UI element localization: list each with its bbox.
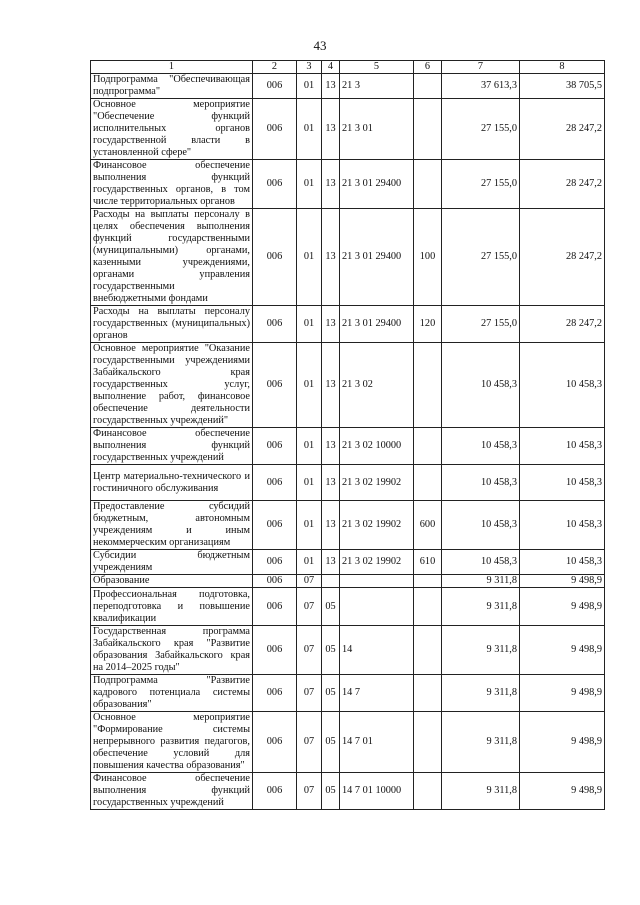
row-section: 01 [297,428,322,465]
row-section: 01 [297,343,322,428]
row-subsection: 13 [322,501,340,550]
row-name: Финансовое обеспечение выполнения функций государственных учреждений [91,773,253,810]
row-target-article: 14 7 [340,675,414,712]
row-amount-7: 10 458,3 [442,501,520,550]
row-name: Основное мероприятие "Обеспечение функций исполнительных органов государственной власти в установленной сфере" [91,99,253,160]
row-section: 01 [297,501,322,550]
row-name: Финансовое обеспечение выполнения функций государственных учреждений [91,428,253,465]
row-expense-type: 600 [414,501,442,550]
header-row [91,61,605,74]
row-target-article: 21 3 01 29400 [340,306,414,343]
row-target-article: 21 3 02 19902 [340,550,414,575]
row-amount-8: 9 498,9 [520,575,605,588]
row-name: Образование [91,575,253,588]
row-target-article: 14 7 01 10000 [340,773,414,810]
row-subsection: 13 [322,465,340,501]
row-target-article: 14 [340,626,414,675]
row-subsection: 13 [322,99,340,160]
row-admin-code: 006 [253,773,297,810]
row-amount-7: 9 311,8 [442,588,520,626]
row-section: 01 [297,550,322,575]
row-section: 07 [297,675,322,712]
header-cell-8: 8 [520,61,605,74]
row-expense-type [414,74,442,99]
header-cell-7: 7 [442,61,520,74]
row-admin-code: 006 [253,588,297,626]
row-name: Расходы на выплаты персоналу в целях обеспечения выполнения функций государственными (муниципальными) органами, казенными учреждениями, органами управления государственными внебюджетными фондами [91,209,253,306]
row-target-article: 21 3 02 10000 [340,428,414,465]
row-amount-8: 28 247,2 [520,160,605,209]
row-subsection: 13 [322,160,340,209]
table-row [91,209,605,306]
row-name: Финансовое обеспечение выполнения функций государственных органов, в том числе территориальных органов [91,160,253,209]
row-subsection: 13 [322,343,340,428]
row-subsection: 05 [322,626,340,675]
table-row [91,626,605,675]
row-subsection: 13 [322,428,340,465]
row-target-article: 21 3 02 [340,343,414,428]
row-amount-7: 9 311,8 [442,575,520,588]
row-expense-type [414,588,442,626]
row-subsection: 13 [322,74,340,99]
row-expense-type: 610 [414,550,442,575]
table-body [91,74,605,810]
row-amount-8: 9 498,9 [520,675,605,712]
row-section: 07 [297,575,322,588]
row-subsection: 05 [322,712,340,773]
row-section: 01 [297,74,322,99]
row-section: 07 [297,773,322,810]
table-row [91,712,605,773]
row-admin-code: 006 [253,428,297,465]
row-expense-type [414,675,442,712]
row-expense-type [414,428,442,465]
row-subsection: 13 [322,209,340,306]
row-admin-code: 006 [253,675,297,712]
row-amount-7: 27 155,0 [442,160,520,209]
row-admin-code: 006 [253,626,297,675]
table-header [91,61,605,74]
row-expense-type [414,160,442,209]
header-cell-1: 1 [91,61,253,74]
table-row [91,74,605,99]
table-row [91,575,605,588]
row-target-article: 21 3 02 19902 [340,465,414,501]
row-expense-type: 100 [414,209,442,306]
row-section: 07 [297,626,322,675]
row-amount-8: 28 247,2 [520,99,605,160]
row-subsection: 05 [322,675,340,712]
row-name: Центр материально-технического и гостиничного обслуживания [91,465,253,501]
row-admin-code: 006 [253,550,297,575]
row-target-article: 21 3 01 [340,99,414,160]
row-amount-8: 9 498,9 [520,588,605,626]
row-amount-7: 37 613,3 [442,74,520,99]
row-admin-code: 006 [253,575,297,588]
row-target-article: 21 3 01 29400 [340,209,414,306]
table-row [91,588,605,626]
row-name: Основное мероприятие "Оказание государственными учреждениями Забайкальского края государственных услуг, выполнение работ, финансовое обеспечение деятельности государственных учреждений" [91,343,253,428]
row-name: Профессиональная подготовка, переподготовка и повышение квалификации [91,588,253,626]
header-cell-3: 3 [297,61,322,74]
row-admin-code: 006 [253,209,297,306]
row-amount-8: 28 247,2 [520,209,605,306]
row-amount-8: 28 247,2 [520,306,605,343]
row-subsection: 13 [322,550,340,575]
row-subsection [322,575,340,588]
row-name: Расходы на выплаты персоналу государственных (муниципальных) органов [91,306,253,343]
row-amount-8: 38 705,5 [520,74,605,99]
row-section: 01 [297,306,322,343]
row-expense-type [414,575,442,588]
row-expense-type [414,712,442,773]
table-row [91,306,605,343]
row-expense-type: 120 [414,306,442,343]
row-name: Основное мероприятие "Формирование системы непрерывного развития педагогов, обеспечение условий для повышения качества образования" [91,712,253,773]
row-target-article [340,588,414,626]
row-admin-code: 006 [253,465,297,501]
row-target-article: 21 3 [340,74,414,99]
table-row [91,465,605,501]
row-name: Государственная программа Забайкальского края "Развитие образования Забайкальского края на 2014–2025 годы" [91,626,253,675]
table-row [91,675,605,712]
row-amount-8: 9 498,9 [520,773,605,810]
row-amount-8: 10 458,3 [520,428,605,465]
row-expense-type [414,465,442,501]
row-target-article: 21 3 01 29400 [340,160,414,209]
row-amount-8: 10 458,3 [520,550,605,575]
budget-table [90,60,605,810]
row-section: 07 [297,712,322,773]
row-admin-code: 006 [253,712,297,773]
table-row [91,160,605,209]
row-name: Субсидии бюджетным учреждениям [91,550,253,575]
row-amount-7: 10 458,3 [442,428,520,465]
row-target-article: 14 7 01 [340,712,414,773]
row-name: Подпрограмма "Развитие кадрового потенциала системы образования" [91,675,253,712]
table-row [91,501,605,550]
header-cell-4: 4 [322,61,340,74]
row-section: 01 [297,465,322,501]
page-number: 43 [313,38,327,53]
row-expense-type [414,626,442,675]
row-amount-7: 9 311,8 [442,675,520,712]
row-expense-type [414,343,442,428]
row-admin-code: 006 [253,99,297,160]
row-section: 01 [297,99,322,160]
row-section: 01 [297,209,322,306]
row-amount-8: 10 458,3 [520,501,605,550]
row-expense-type [414,773,442,810]
row-amount-7: 9 311,8 [442,712,520,773]
row-amount-8: 10 458,3 [520,465,605,501]
row-admin-code: 006 [253,160,297,209]
header-cell-6: 6 [414,61,442,74]
row-target-article [340,575,414,588]
row-amount-7: 27 155,0 [442,306,520,343]
row-expense-type [414,99,442,160]
row-section: 01 [297,160,322,209]
row-name: Подпрограмма "Обеспечивающая подпрограмма" [91,74,253,99]
table-row [91,343,605,428]
table-row [91,773,605,810]
header-cell-5: 5 [340,61,414,74]
row-subsection: 05 [322,773,340,810]
row-target-article: 21 3 02 19902 [340,501,414,550]
header-cell-2: 2 [253,61,297,74]
row-subsection: 05 [322,588,340,626]
row-amount-7: 9 311,8 [442,626,520,675]
row-amount-7: 9 311,8 [442,773,520,810]
table-row [91,99,605,160]
row-subsection: 13 [322,306,340,343]
row-name: Предоставление субсидий бюджетным, автономным учреждениям и иным некоммерческим организациям [91,501,253,550]
row-admin-code: 006 [253,74,297,99]
row-amount-7: 10 458,3 [442,465,520,501]
row-admin-code: 006 [253,343,297,428]
row-amount-7: 10 458,3 [442,550,520,575]
row-section: 07 [297,588,322,626]
row-admin-code: 006 [253,501,297,550]
row-admin-code: 006 [253,306,297,343]
row-amount-8: 9 498,9 [520,712,605,773]
table-row [91,550,605,575]
table-row [91,428,605,465]
row-amount-8: 10 458,3 [520,343,605,428]
row-amount-7: 10 458,3 [442,343,520,428]
row-amount-7: 27 155,0 [442,99,520,160]
row-amount-7: 27 155,0 [442,209,520,306]
row-amount-8: 9 498,9 [520,626,605,675]
